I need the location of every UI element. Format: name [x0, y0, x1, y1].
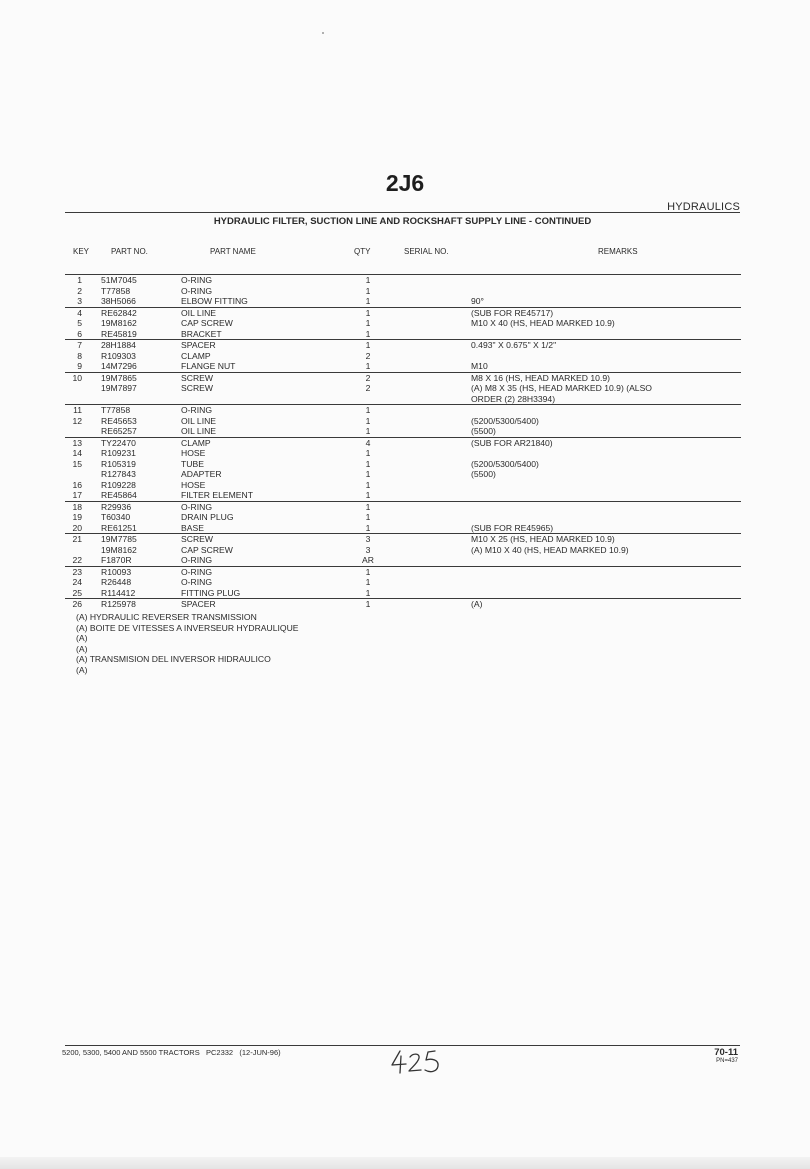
- table-row: [65, 588, 741, 599]
- header-rule: [65, 212, 740, 213]
- table-row: [65, 372, 741, 384]
- part-number-cell: RE62842: [101, 307, 137, 318]
- remarks-cell: (SUB FOR AR21840): [471, 437, 553, 448]
- table-row: [65, 426, 741, 437]
- qty-cell: 1: [365, 405, 371, 415]
- table-row: [65, 383, 741, 394]
- key-cell: 5: [77, 318, 82, 328]
- table-row: [65, 545, 741, 556]
- part-number-cell: R105319: [101, 458, 136, 469]
- key-cell: 13: [72, 437, 82, 448]
- table-row: [65, 577, 741, 588]
- qty-cell: 1: [365, 522, 371, 533]
- scan-speck: [322, 32, 324, 34]
- part-number-cell: R26448: [101, 577, 132, 587]
- parts-table: [65, 274, 741, 610]
- part-name-cell: O-RING: [181, 285, 213, 296]
- key-cell: 6: [77, 328, 82, 339]
- key-cell: 3: [77, 296, 82, 306]
- qty-cell: 1: [365, 490, 371, 500]
- footer-publication: PC2332: [206, 1048, 234, 1057]
- table-row: [65, 351, 741, 362]
- table-row: [65, 329, 741, 340]
- remarks-cell: M10 X 25 (HS, HEAD MARKED 10.9): [471, 534, 615, 544]
- qty-cell: 3: [365, 534, 371, 544]
- part-name-cell: OIL LINE: [181, 307, 217, 318]
- qty-cell: 1: [365, 577, 371, 587]
- footer-models-text: 5200, 5300, 5400 AND 5500 TRACTORS: [62, 1048, 200, 1057]
- part-name-cell: ELBOW FITTING: [181, 296, 248, 306]
- part-name-cell: O-RING: [181, 555, 213, 565]
- part-name-cell: CLAMP: [181, 350, 211, 361]
- footnote: (A): [76, 643, 88, 654]
- table-row: [65, 394, 741, 405]
- part-number-cell: RE45653: [101, 415, 137, 426]
- qty-cell: 1: [365, 469, 371, 479]
- table-row: [65, 339, 741, 351]
- qty-cell: 1: [365, 361, 371, 371]
- page-code-footer: PN=437: [716, 1058, 738, 1064]
- part-name-cell: SPACER: [181, 340, 216, 350]
- part-number-cell: F1870R: [101, 555, 132, 565]
- column-header-qty: QTY: [354, 247, 371, 256]
- key-cell: 8: [77, 350, 82, 361]
- part-number-cell: RE45819: [101, 328, 137, 339]
- remarks-cell: (5500): [471, 426, 496, 436]
- part-name-cell: O-RING: [181, 405, 213, 415]
- remarks-cell: ORDER (2) 28H3394): [471, 393, 556, 404]
- footnote: (A) HYDRAULIC REVERSER TRANSMISSION: [76, 612, 257, 622]
- footnote: (A) TRANSMISION DEL INVERSOR HIDRAULICO: [76, 654, 271, 664]
- column-header-remarks: REMARKS: [598, 247, 638, 256]
- key-cell: 19: [72, 512, 82, 522]
- table-row: [65, 307, 741, 319]
- column-header-part-name: PART NAME: [210, 247, 256, 256]
- key-cell: 15: [72, 458, 82, 469]
- part-name-cell: O-RING: [181, 501, 213, 512]
- part-name-cell: TUBE: [181, 458, 204, 469]
- part-name-cell: SCREW: [181, 372, 213, 383]
- qty-cell: 1: [365, 566, 371, 577]
- part-number-cell: 14M7296: [101, 361, 137, 371]
- table-row: [65, 533, 741, 545]
- key-cell: 4: [77, 307, 82, 318]
- table-row: [65, 274, 741, 286]
- key-cell: 20: [72, 522, 82, 533]
- qty-cell: 1: [365, 307, 371, 318]
- key-cell: 14: [72, 448, 82, 458]
- qty-cell: 1: [365, 318, 371, 328]
- remarks-cell: (SUB FOR RE45965): [471, 522, 554, 533]
- part-name-cell: FLANGE NUT: [181, 361, 236, 371]
- table-row: [65, 448, 741, 459]
- part-name-cell: SCREW: [181, 534, 213, 544]
- table-row: [65, 469, 741, 480]
- remarks-cell: (5200/5300/5400): [471, 458, 539, 469]
- footnote: (A): [76, 633, 88, 643]
- qty-cell: 1: [365, 512, 371, 522]
- part-number-cell: R127843: [101, 469, 136, 479]
- part-name-cell: SPACER: [181, 599, 216, 609]
- part-number-cell: 19M8162: [101, 318, 137, 328]
- part-number-cell: RE61251: [101, 522, 137, 533]
- remarks-cell: M8 X 16 (HS, HEAD MARKED 10.9): [471, 372, 610, 383]
- qty-cell: 1: [365, 275, 371, 285]
- table-row: [65, 566, 741, 578]
- part-name-cell: DRAIN PLUG: [181, 512, 234, 522]
- qty-cell: 4: [365, 437, 371, 448]
- remarks-cell: 90°: [471, 296, 484, 306]
- part-name-cell: FILTER ELEMENT: [181, 490, 253, 500]
- remarks-cell: (5200/5300/5400): [471, 415, 539, 426]
- handwritten-page-number: [388, 1044, 448, 1078]
- part-number-cell: R114412: [101, 587, 136, 598]
- table-row: [65, 490, 741, 501]
- part-number-cell: R109228: [101, 479, 136, 490]
- footnote: (A): [76, 664, 88, 675]
- table-row: [65, 416, 741, 427]
- remarks-cell: M10 X 40 (HS, HEAD MARKED 10.9): [471, 318, 615, 328]
- footnotes: [76, 612, 299, 675]
- part-name-cell: CAP SCREW: [181, 544, 233, 555]
- section-label: HYDRAULICS: [667, 201, 740, 213]
- key-cell: 12: [72, 415, 82, 426]
- part-number-cell: 38H5066: [101, 296, 136, 306]
- page-number: 70-11: [714, 1047, 738, 1058]
- part-number-cell: 28H1884: [101, 340, 136, 350]
- key-cell: 26: [72, 599, 82, 609]
- qty-cell: 1: [365, 415, 371, 426]
- key-cell: 11: [73, 405, 82, 415]
- part-number-cell: T60340: [101, 512, 131, 522]
- part-name-cell: HOSE: [181, 479, 206, 490]
- part-name-cell: BASE: [181, 522, 204, 533]
- part-number-cell: T77858: [101, 285, 131, 296]
- qty-cell: 1: [365, 501, 371, 512]
- qty-cell: 2: [365, 383, 371, 393]
- table-row: [65, 459, 741, 470]
- part-name-cell: CAP SCREW: [181, 318, 233, 328]
- part-name-cell: OIL LINE: [181, 415, 217, 426]
- remarks-cell: (5500): [471, 469, 496, 479]
- part-number-cell: 51M7045: [101, 275, 137, 285]
- part-number-cell: TY22470: [101, 437, 136, 448]
- footer-date: (12-JUN-96): [239, 1048, 281, 1057]
- key-cell: 22: [72, 555, 82, 565]
- scan-edge: [0, 1157, 810, 1169]
- page-title: HYDRAULIC FILTER, SUCTION LINE AND ROCKSHAFT SUPPLY LINE - CONTINUED: [213, 216, 592, 227]
- key-cell: 18: [72, 501, 82, 512]
- table-row: [65, 318, 741, 329]
- footer-models: [62, 1048, 281, 1057]
- part-number-cell: 19M7785: [101, 534, 137, 544]
- table-row: [65, 361, 741, 372]
- column-header-serial-no: SERIAL NO.: [404, 247, 449, 256]
- key-cell: 21: [72, 534, 82, 544]
- qty-cell: 1: [365, 587, 371, 598]
- key-cell: 16: [72, 479, 82, 490]
- part-name-cell: OIL LINE: [181, 426, 217, 436]
- table-row: [65, 286, 741, 297]
- part-name-cell: O-RING: [181, 577, 213, 587]
- qty-cell: 1: [365, 426, 371, 436]
- table-row: [65, 404, 741, 416]
- table-row: [65, 501, 741, 513]
- column-header-key: KEY: [73, 247, 90, 256]
- part-name-cell: ADAPTER: [181, 469, 222, 479]
- qty-cell: 1: [365, 479, 371, 490]
- part-number-cell: 19M7865: [101, 372, 137, 383]
- qty-cell: 1: [365, 328, 371, 339]
- key-cell: 25: [72, 587, 82, 598]
- qty-cell: 2: [365, 372, 371, 383]
- table-row: [65, 512, 741, 523]
- qty-cell: 3: [365, 544, 371, 555]
- part-number-cell: 19M8162: [101, 544, 137, 555]
- table-row: [65, 480, 741, 491]
- key-cell: 24: [72, 577, 82, 587]
- part-name-cell: CLAMP: [181, 437, 211, 448]
- remarks-cell: 0.493" X 0.675" X 1/2": [471, 340, 557, 350]
- qty-cell: 2: [365, 350, 371, 361]
- qty-cell: AR: [362, 555, 374, 565]
- remarks-cell: (A) M10 X 40 (HS, HEAD MARKED 10.9): [471, 544, 629, 555]
- part-number-cell: R29936: [101, 501, 132, 512]
- qty-cell: 1: [365, 285, 371, 296]
- key-cell: 23: [72, 566, 82, 577]
- qty-cell: 1: [365, 296, 371, 306]
- remarks-cell: (A) M8 X 35 (HS, HEAD MARKED 10.9) (ALSO: [471, 383, 652, 393]
- table-row: [65, 296, 741, 307]
- part-name-cell: SCREW: [181, 383, 213, 393]
- remarks-cell: (A): [471, 599, 483, 609]
- part-number-cell: 19M7897: [101, 383, 137, 393]
- page-code: 2J6: [385, 170, 425, 196]
- remarks-cell: M10: [471, 361, 488, 371]
- part-number-cell: T77858: [101, 405, 131, 415]
- part-number-cell: R10093: [101, 566, 132, 577]
- qty-cell: 1: [365, 448, 371, 458]
- key-cell: 7: [77, 340, 82, 350]
- table-row: [65, 437, 741, 449]
- qty-cell: 1: [365, 340, 371, 350]
- part-name-cell: HOSE: [181, 448, 206, 458]
- table-row: [65, 598, 741, 610]
- column-header-part-no: PART NO.: [111, 247, 148, 256]
- part-number-cell: RE65257: [101, 426, 137, 436]
- footnote: (A) BOITE DE VITESSES A INVERSEUR HYDRAULIQUE: [76, 622, 299, 633]
- part-name-cell: O-RING: [181, 275, 213, 285]
- part-number-cell: R109231: [101, 448, 136, 458]
- part-number-cell: RE45864: [101, 490, 137, 500]
- part-number-cell: R125978: [101, 599, 136, 609]
- qty-cell: 1: [365, 599, 371, 609]
- remarks-cell: (SUB FOR RE45717): [471, 307, 554, 318]
- part-number-cell: R109303: [101, 350, 136, 361]
- key-cell: 10: [72, 372, 82, 383]
- key-cell: 17: [72, 490, 82, 500]
- part-name-cell: FITTING PLUG: [181, 587, 241, 598]
- part-name-cell: O-RING: [181, 566, 213, 577]
- key-cell: 1: [77, 275, 82, 285]
- table-row: [65, 555, 741, 566]
- table-row: [65, 523, 741, 534]
- key-cell: 9: [77, 361, 82, 371]
- part-name-cell: BRACKET: [181, 328, 222, 339]
- key-cell: 2: [77, 285, 82, 296]
- qty-cell: 1: [365, 458, 371, 469]
